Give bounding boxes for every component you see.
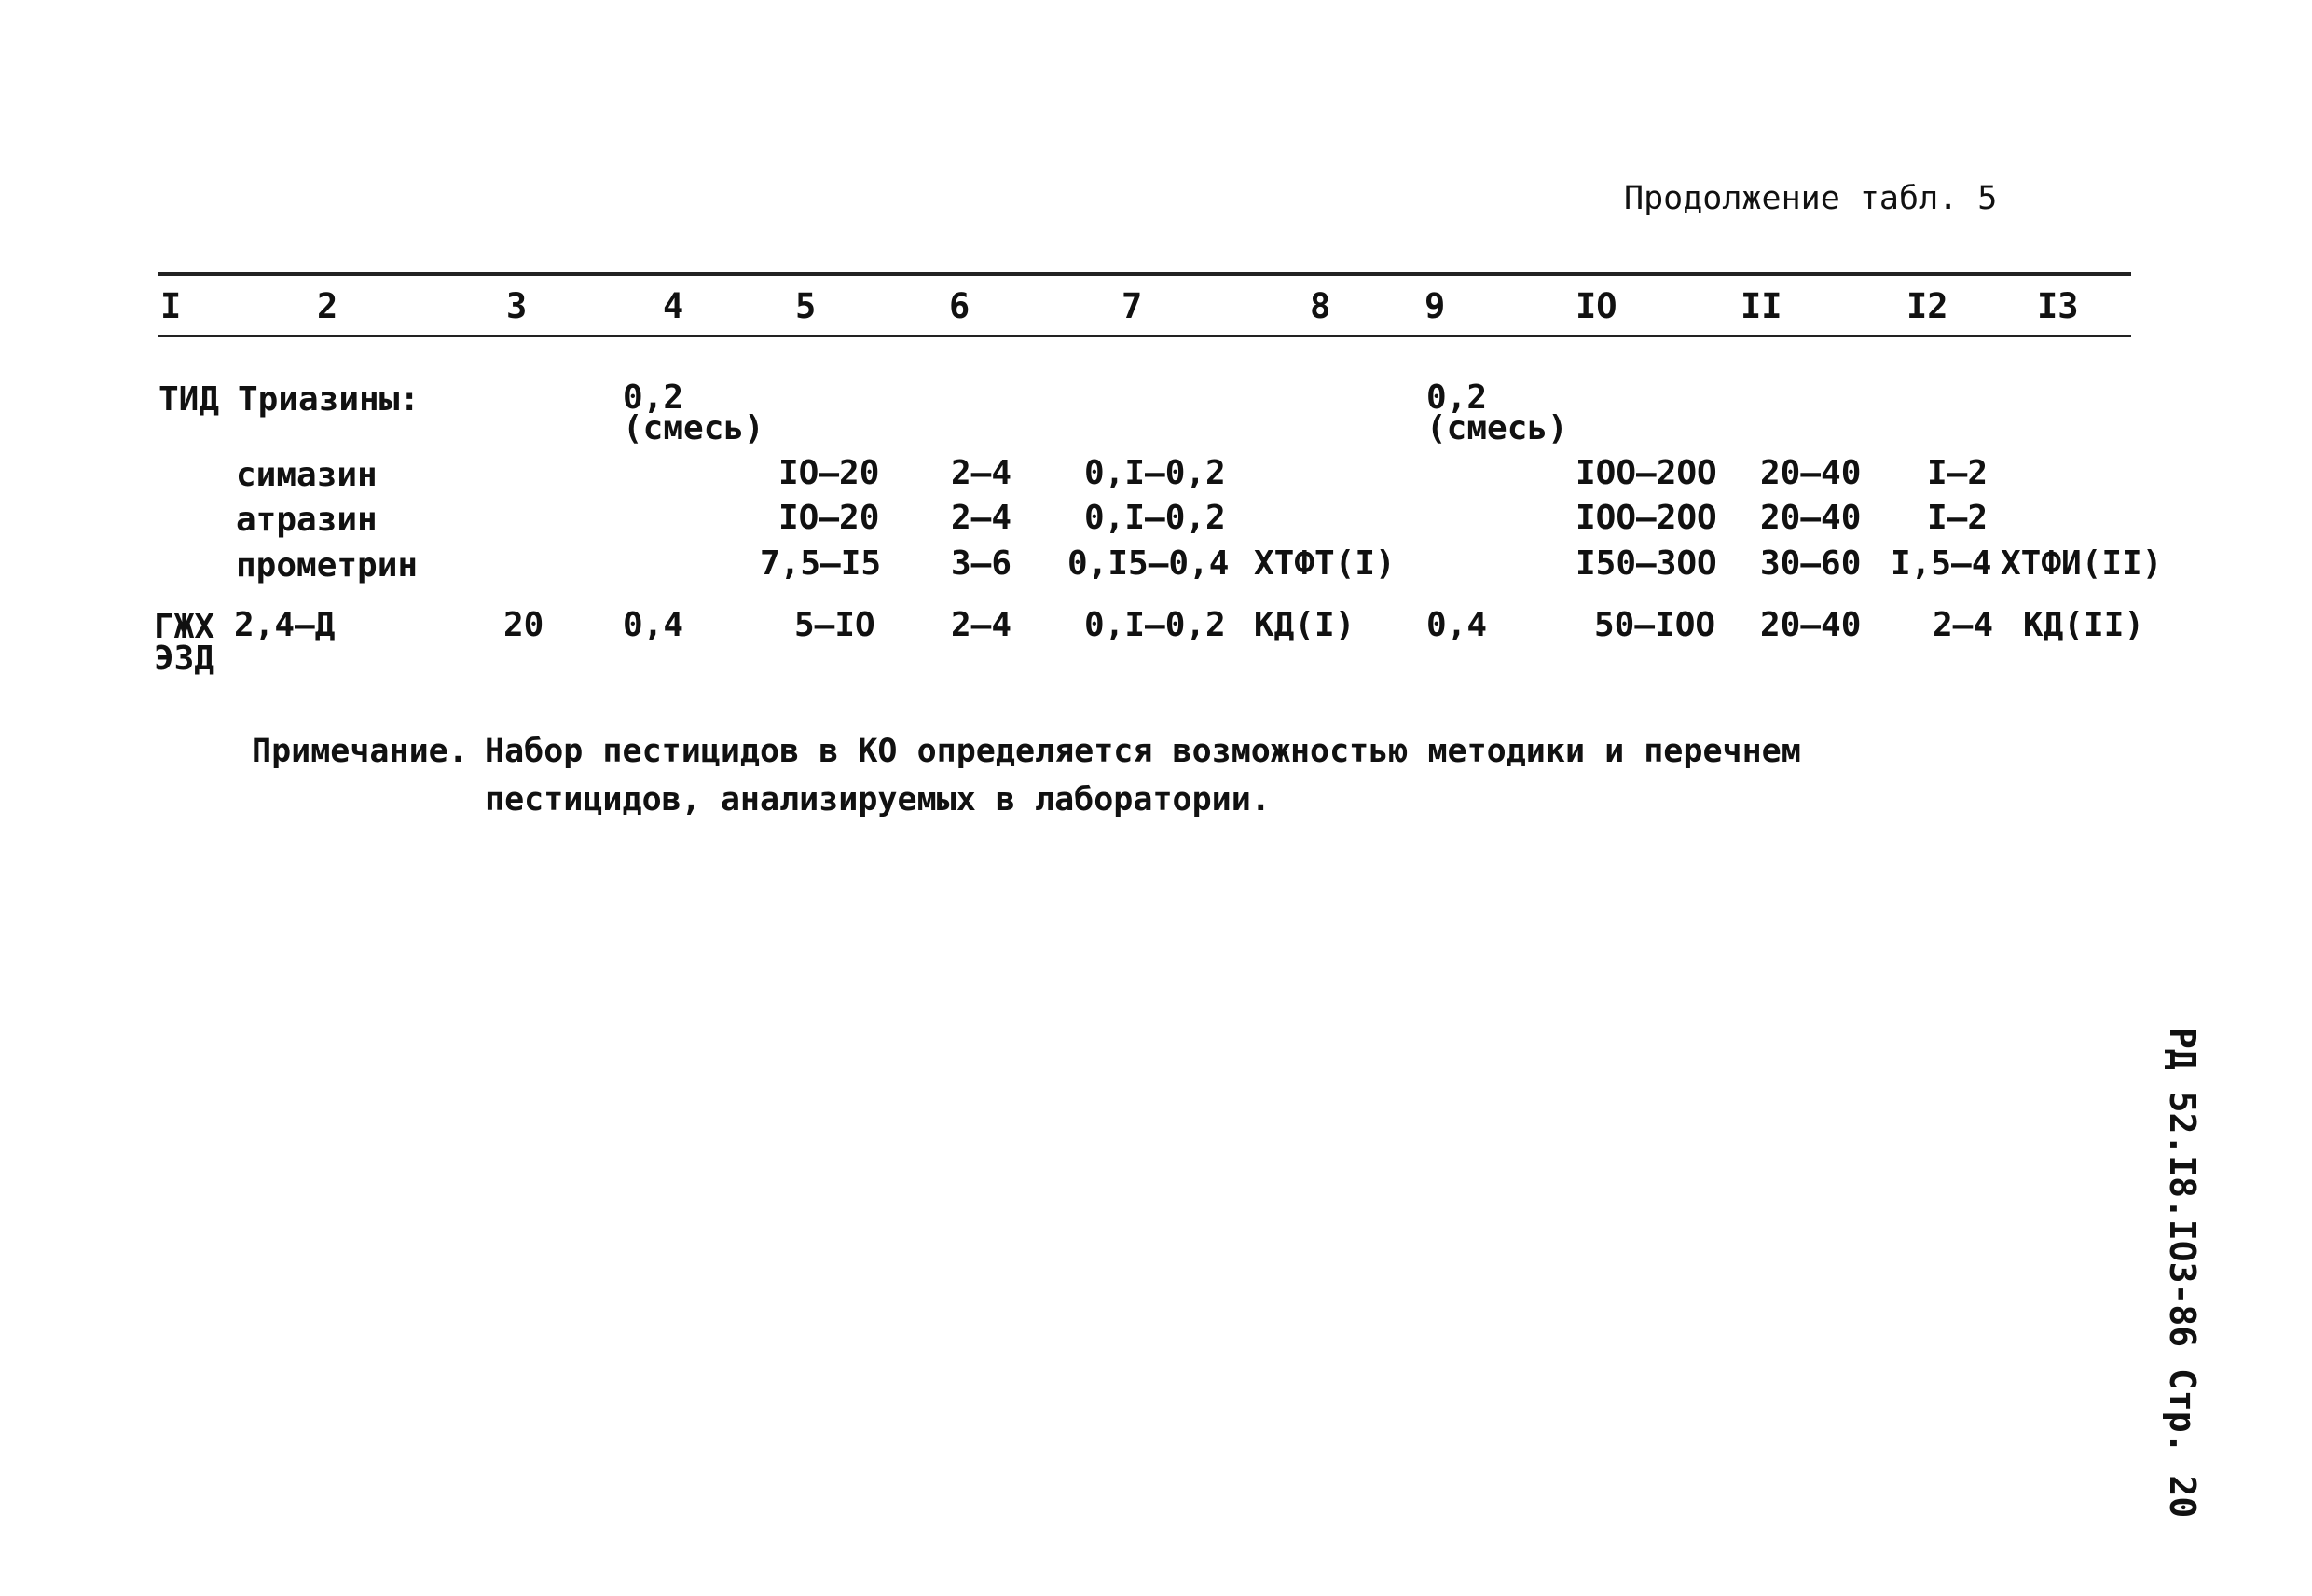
table-header-rule — [158, 335, 2131, 337]
cell-simazin-col11: 20–40 — [1760, 454, 1862, 492]
table-continuation-caption: Продолжение табл. 5 — [1624, 180, 1998, 217]
document-reference — [2160, 1027, 2205, 1519]
column-header-11: II — [1741, 286, 1782, 326]
column-header-3: 3 — [506, 286, 528, 326]
cell-24d-col7: 0,I–0,2 — [1084, 606, 1226, 644]
cell-atrazin-col12: I–2 — [1927, 499, 1989, 537]
cell-24d-col3: 20 — [503, 606, 544, 644]
pesticide-name-prometrin: прометрин — [236, 546, 419, 585]
cell-atrazin-col5: IO–20 — [778, 499, 880, 537]
method-code-gzh-line2: ЭЗД — [154, 640, 215, 678]
column-header-6: 6 — [949, 286, 970, 326]
cell-tid-col4-line2: (смесь) — [623, 409, 764, 447]
cell-simazin-col10: IOO–2OO — [1576, 454, 1717, 492]
cell-24d-col11: 20–40 — [1760, 606, 1862, 644]
cell-24d-col4: 0,4 — [623, 606, 684, 644]
note-label: Примечание. — [252, 733, 468, 770]
cell-24d-col8: КД(I) — [1254, 606, 1356, 644]
method-code-tid: ТИД — [158, 380, 220, 419]
column-header-9: 9 — [1424, 286, 1446, 326]
note-line-2: пестицидов, анализируемых в лаборатории. — [485, 781, 1271, 819]
table-top-rule — [158, 272, 2131, 276]
cell-simazin-col7: 0,I–0,2 — [1084, 454, 1226, 492]
cell-prometrin-col13: ХТФИ(II) — [2001, 544, 2163, 583]
column-header-10: IO — [1576, 286, 1617, 326]
cell-atrazin-col11: 20–40 — [1760, 499, 1862, 537]
cell-atrazin-col7: 0,I–0,2 — [1084, 499, 1226, 537]
column-header-2: 2 — [317, 286, 338, 326]
column-header-13: I3 — [2037, 286, 2079, 326]
cell-24d-col9: 0,4 — [1426, 606, 1488, 644]
cell-24d-col6: 2–4 — [951, 606, 1012, 644]
cell-prometrin-col8: ХТФТ(I) — [1254, 544, 1396, 583]
pesticide-group-name: Триазины: — [238, 380, 420, 419]
cell-tid-col4-line1: 0,2 — [623, 378, 684, 417]
method-code-gzh-line1: ГЖХ — [154, 608, 215, 646]
cell-prometrin-col5: 7,5–I5 — [760, 544, 882, 583]
cell-24d-col12: 2–4 — [1933, 606, 1994, 644]
column-header-4: 4 — [663, 286, 684, 326]
pesticide-name-simazin: симазин — [236, 456, 378, 494]
cell-simazin-col5: IO–20 — [778, 454, 880, 492]
cell-24d-col5: 5–IO — [794, 606, 875, 644]
cell-tid-col9-line1: 0,2 — [1426, 378, 1488, 417]
cell-prometrin-col10: I50–3OO — [1576, 544, 1717, 583]
column-header-7: 7 — [1122, 286, 1143, 326]
cell-atrazin-col10: IOO–2OO — [1576, 499, 1717, 537]
cell-24d-col10: 50–IOO — [1594, 606, 1716, 644]
column-header-5: 5 — [795, 286, 817, 326]
cell-atrazin-col6: 2–4 — [951, 499, 1012, 537]
cell-simazin-col12: I–2 — [1927, 454, 1989, 492]
column-header-12: I2 — [1906, 286, 1948, 326]
column-header-1: I — [160, 286, 182, 326]
cell-prometrin-col11: 30–60 — [1760, 544, 1862, 583]
note-line-1: Набор пестицидов в КО определяется возможностью методики и перечнем — [485, 733, 1801, 770]
cell-24d-col13: КД(II) — [2023, 606, 2145, 644]
pesticide-name-atrazin: атразин — [236, 501, 378, 539]
document-reference-text: РД 52.I8.IO3-86 Стр. 20 — [2162, 1027, 2203, 1519]
cell-simazin-col6: 2–4 — [951, 454, 1012, 492]
cell-prometrin-col7: 0,I5–0,4 — [1067, 544, 1230, 583]
column-header-8: 8 — [1310, 286, 1331, 326]
pesticide-name-24d: 2,4–Д — [234, 606, 336, 644]
cell-tid-col9-line2: (смесь) — [1426, 409, 1568, 447]
cell-prometrin-col6: 3–6 — [951, 544, 1012, 583]
cell-prometrin-col12: I,5–4 — [1891, 544, 1992, 583]
